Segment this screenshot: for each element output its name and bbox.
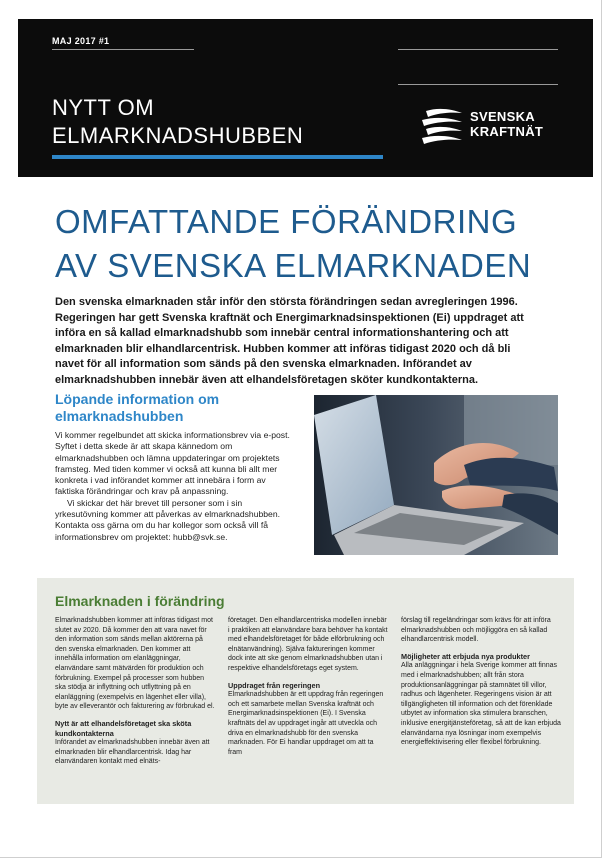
issue-label: MAJ 2017 #1 <box>52 36 110 46</box>
photo-illustration <box>314 395 558 555</box>
info-paragraph: Införandet av elmarknadshubben innebär även att elmarknaden blir elhandlarcentrisk. Idag har elanvändaren kontakt med elnäts- <box>55 739 210 766</box>
newsletter-title-line: ELMARKNADSHUBBEN <box>52 123 304 148</box>
logo-text <box>470 109 543 139</box>
main-headline-line: AV SVENSKA ELMARKNADEN <box>55 247 532 284</box>
info-paragraph: Alla anläggningar i hela Sverige kommer att finnas med i elmarknadshubben; allt från stora produktionsanläggningar på stamnätet till villor, radhus och lägenheter. Regeringens vision är att tillgängligheten till information och det förenklade utbytet av information ska stimulera branschen, inklusive energitjänsteföretag, så att de kan erbjuda elanvändarna nya lösningar inom exempelvis energieffektivisering eller flexibel förbrukning. <box>401 662 561 747</box>
info-subheading: Möjligheter att erbjuda nya produkter <box>401 651 530 661</box>
info-column <box>401 616 561 755</box>
info-box-title: Elmarknaden i förändring <box>55 593 225 609</box>
info-box <box>37 578 574 804</box>
laptop-hands-photo <box>314 395 558 555</box>
info-paragraph: företaget. Den elhandlarcentriska modellen innebär i praktiken att elanvändare bara behöver ha kontakt med elhandelsföretaget för både elförbrukning och elnätanvändning). Själva faktureringen kommer dock inte att ske genom elmarknadshubben utan i respektive elhandelsföretags eget system. <box>228 617 388 672</box>
section-heading: Löpande information om elmarknadshubben <box>55 391 220 424</box>
header-divider <box>398 84 558 85</box>
svenska-kraftnat-logo <box>418 105 568 149</box>
main-headline-line: OMFATTANDE FÖRÄNDRING <box>55 203 518 240</box>
section-paragraph: Vi kommer regelbundet att skicka informationsbrev via e-post. Syftet i detta skede är att skapa kännedom om elmarknadshubben och lämna uppdateringar om projektets framsteg. Med tiden kommer vi också att kunna bli allt mer konkreta i vad införandet kommer att innebära i form av faktiska förändringar och krav på anpassning. <box>55 430 290 497</box>
info-paragraph: Elmarknadshubben kommer att införas tidigast mot slutet av 2020. Då kommer den att vara navet för den information som sänds mellan aktörerna på den svenska elmarknaden. Den kommer att innehålla information om elanläggningar, elanvändare samt mätvärden för produktion och förbrukning. Exempel på processer som hubben ska stödja är inflyttning och utflyttning på en elanläggning (exempelvis en lägenhet eller villa), byte av elleverantör och fakturering av förbrukad el. <box>55 617 215 711</box>
section-paragraph: Vi skickar det här brevet till personer som i sin yrkesutövning kommer att påverkas av elmarknadshubben. Kontakta oss gärna om du har kollegor som också vill få informationsbrev om projektet: hubb@svk.se. <box>55 497 280 542</box>
header-divider <box>52 49 194 50</box>
info-subheading: Nytt är att elhandelsföretaget ska sköta kundkontakterna <box>55 718 192 738</box>
logo-line: SVENSKA <box>470 109 535 124</box>
info-column <box>55 616 215 774</box>
info-subheading: Uppdraget från regeringen <box>228 680 321 690</box>
logo-line: KRAFTNÄT <box>470 124 544 139</box>
lead-paragraph: Den svenska elmarknaden står inför den största förändringen sedan avregleringen 1996. Regeringen har gett Svenska kraftnät och Energimarknadsinspektionen (Ei) uppdraget att införa en så kallad elmarknadshubb som innebär central informationshantering och att elmarknaden blir elhandlarcentrisk. Hubben kommer att införas tidigast 2020 och då bli navet för all information som sänds på den svenska elmarknaden. Införandet av elmarknadshubben innebär även att elhandelsföretagen sköter kundkontakterna. <box>55 296 524 386</box>
info-paragraph: Elmarknadshubben är ett uppdrag från regeringen och ett samarbete mellan Svenska kraftnät och Energimarknadsinspektionen (Ei). I Svenska kraftnäts del av uppdraget ingår att utveckla och driva en elmarknadshubb för den svenska marknaden. För Ei handlar uppdraget om att ta fram <box>228 691 384 756</box>
newsletter-title <box>52 94 303 150</box>
info-column <box>228 616 388 764</box>
main-headline <box>55 200 531 288</box>
logo-mark-icon <box>418 105 466 145</box>
section-body <box>55 430 290 543</box>
newsletter-title-line: NYTT OM <box>52 95 155 120</box>
info-paragraph: förslag till regeländringar som krävs för att införa elmarknadshubben och möjliggöra en så kallad elhandlarcentrisk modell. <box>401 617 551 644</box>
header-divider <box>398 49 558 50</box>
title-underline <box>52 155 383 159</box>
newsletter-header <box>18 19 593 177</box>
